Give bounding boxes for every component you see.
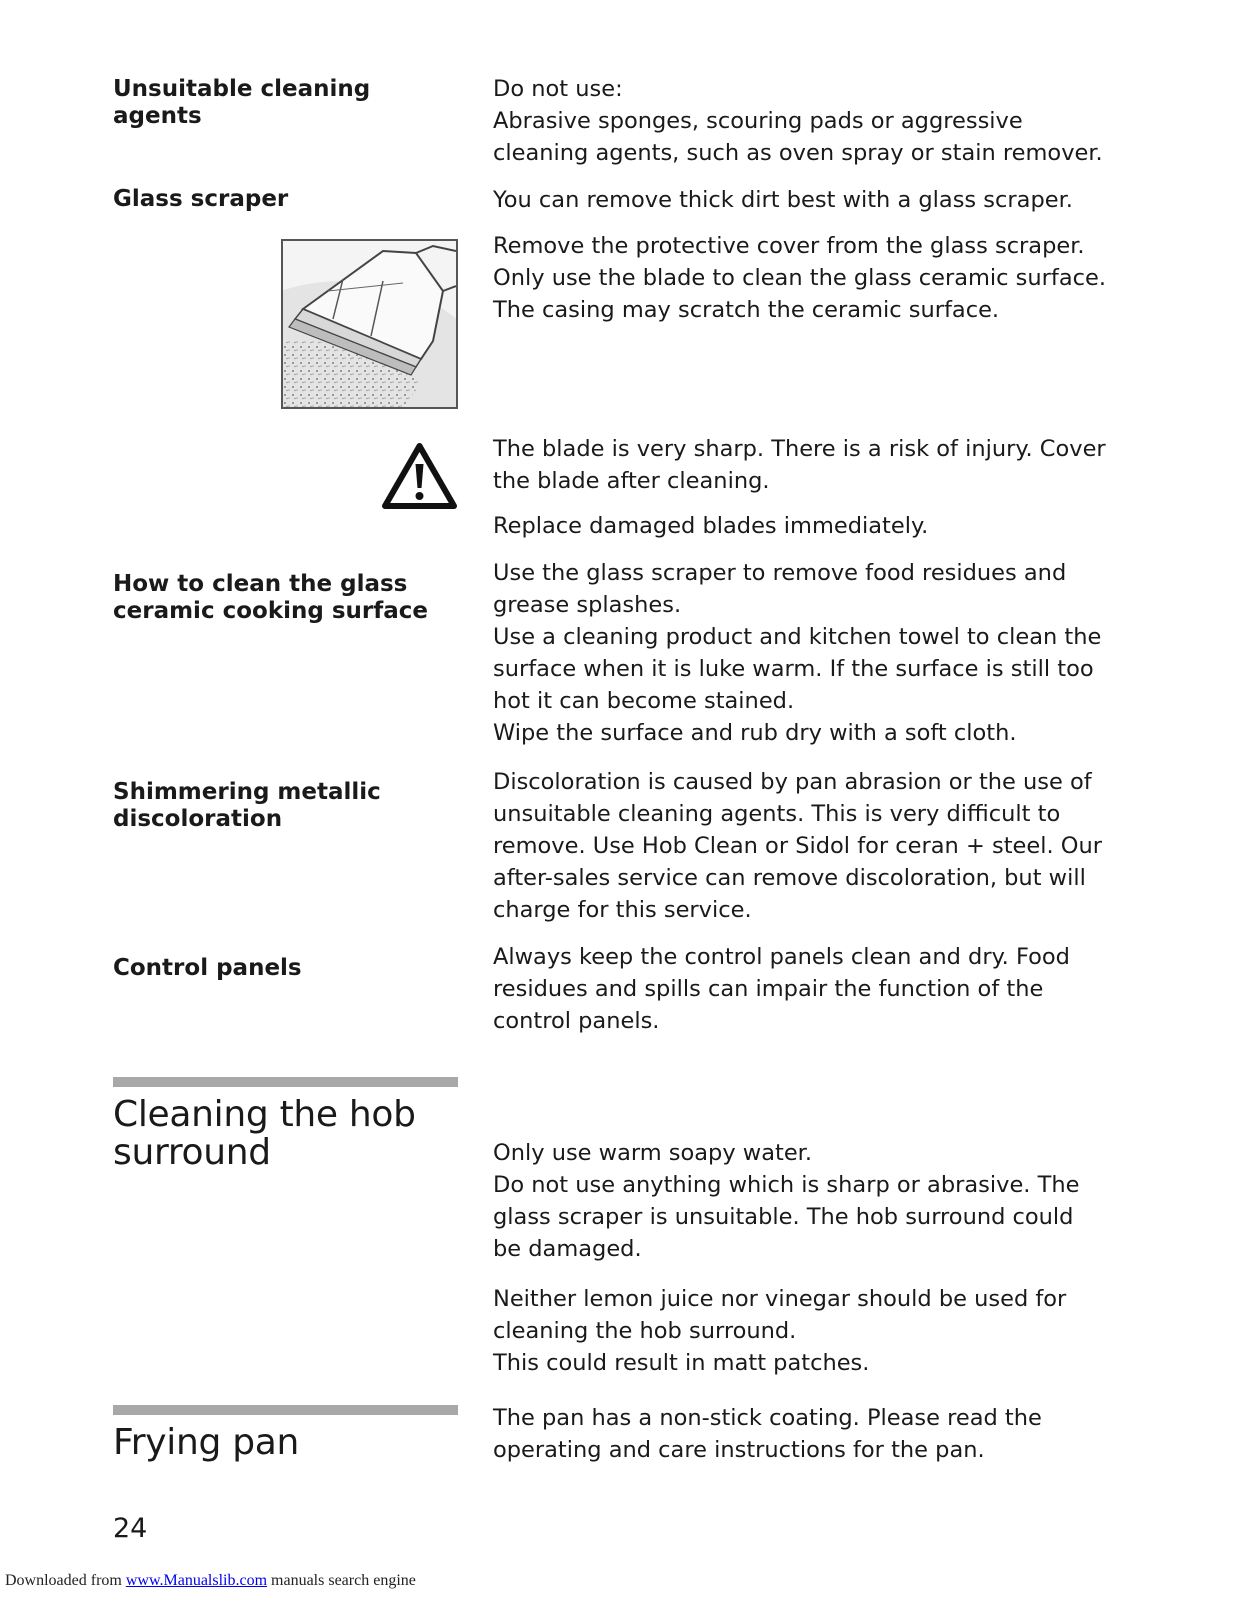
text-line: grease splashes. xyxy=(493,592,682,618)
section-divider xyxy=(113,1077,458,1087)
text-line: glass scraper is unsuitable. The hob surround could xyxy=(493,1204,1074,1230)
text-line: The blade is very sharp. There is a risk of injury. Cover xyxy=(493,436,1106,462)
footer-prefix: Downloaded from xyxy=(5,1572,126,1589)
footer xyxy=(5,1572,416,1590)
text-line: The pan has a non-stick coating. Please read the xyxy=(493,1405,1042,1431)
text-line: Do not use: xyxy=(493,76,623,102)
text-line: Use a cleaning product and kitchen towel to clean the xyxy=(493,624,1102,650)
heading-line: Cleaning the hob xyxy=(113,1094,416,1135)
heading-line: surround xyxy=(113,1132,271,1173)
text-line: control panels. xyxy=(493,1008,660,1034)
label-line: Shimmering metallic xyxy=(113,779,381,805)
warning-triangle-icon xyxy=(381,442,458,510)
text-shimmering-discoloration xyxy=(493,766,1228,926)
label-line: ceramic cooking surface xyxy=(113,598,429,624)
text-line: Only use the blade to clean the glass ceramic surface. xyxy=(493,265,1106,291)
text-line: The casing may scratch the ceramic surface. xyxy=(493,297,1000,323)
text-line: operating and care instructions for the pan. xyxy=(493,1437,985,1463)
label-control-panels: Control panels xyxy=(113,955,302,981)
text-replace-blades xyxy=(493,510,1228,542)
text-line: cleaning the hob surround. xyxy=(493,1318,797,1344)
text-unsuitable-cleaning-agents xyxy=(493,73,1228,169)
text-line: Always keep the control panels clean and dry. Food xyxy=(493,944,1070,970)
manualslib-link[interactable]: www.Manualslib.com xyxy=(125,1572,268,1589)
text-line: Use the glass scraper to remove food residues and xyxy=(493,560,1067,586)
text-line: You can remove thick dirt best with a glass scraper. xyxy=(493,187,1073,213)
text-line: unsuitable cleaning agents. This is very difficult to xyxy=(493,801,1061,827)
text-line: the blade after cleaning. xyxy=(493,468,770,494)
text-how-to-clean xyxy=(493,557,1228,749)
section-divider xyxy=(113,1405,458,1415)
label-unsuitable-cleaning-agents: Unsuitable cleaning agents xyxy=(113,76,371,129)
text-line: remove. Use Hob Clean or Sidol for ceran + steel. Our xyxy=(493,833,1102,859)
label-glass-scraper: Glass scraper xyxy=(113,186,289,212)
text-line: hot it can become stained. xyxy=(493,688,795,714)
text-line: after-sales service can remove discoloration, but will xyxy=(493,865,1086,891)
page-number: 24 xyxy=(113,1513,148,1544)
text-line: Do not use anything which is sharp or abrasive. The xyxy=(493,1172,1080,1198)
text-line: Replace damaged blades immediately. xyxy=(493,513,929,539)
heading-cleaning-hob-surround xyxy=(113,1096,458,1172)
text-control-panels xyxy=(493,941,1228,1037)
label-line: discoloration xyxy=(113,806,283,832)
text-line: Wipe the surface and rub dry with a soft cloth. xyxy=(493,720,1017,746)
text-line: residues and spills can impair the function of the xyxy=(493,976,1044,1002)
text-frying-pan xyxy=(493,1402,1228,1466)
text-glass-scraper xyxy=(493,184,1228,216)
text-line: surface when it is luke warm. If the surface is still too xyxy=(493,656,1094,682)
footer-suffix: manuals search engine xyxy=(267,1572,416,1589)
text-line: Only use warm soapy water. xyxy=(493,1140,812,1166)
text-hob-surround-para2 xyxy=(493,1283,1228,1379)
text-line: Abrasive sponges, scouring pads or aggressive xyxy=(493,108,1023,134)
text-line: Discoloration is caused by pan abrasion or the use of xyxy=(493,769,1092,795)
text-line: This could result in matt patches. xyxy=(493,1350,870,1376)
glass-scraper-illustration xyxy=(281,239,458,409)
text-line: Remove the protective cover from the glass scraper. xyxy=(493,233,1085,259)
label-line: How to clean the glass xyxy=(113,571,408,597)
heading-frying-pan: Frying pan xyxy=(113,1422,300,1463)
text-line: Neither lemon juice nor vinegar should be used for xyxy=(493,1286,1067,1312)
text-line: cleaning agents, such as oven spray or stain remover. xyxy=(493,140,1103,166)
text-hob-surround-para1 xyxy=(493,1137,1228,1265)
text-line: be damaged. xyxy=(493,1236,642,1262)
label-shimmering-discoloration xyxy=(113,779,458,833)
label-how-to-clean xyxy=(113,571,458,625)
text-protective-cover xyxy=(493,230,1228,326)
text-blade-warning xyxy=(493,433,1228,497)
text-line: charge for this service. xyxy=(493,897,752,923)
